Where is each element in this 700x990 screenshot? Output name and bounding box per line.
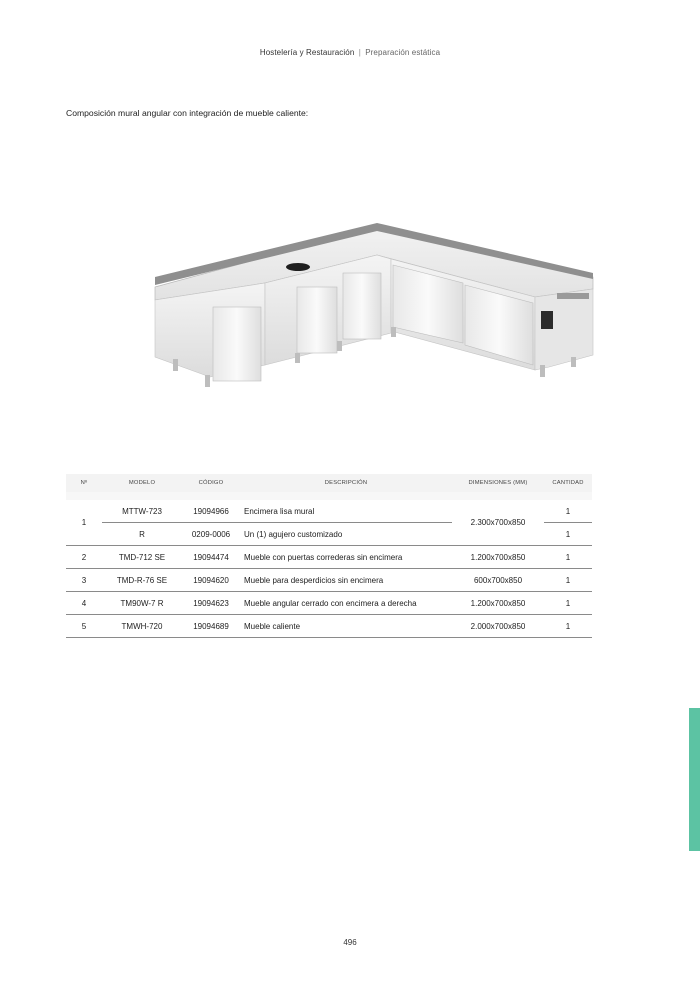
table-header-row — [66, 474, 592, 496]
cell-num: 4 — [66, 592, 102, 615]
table-row — [66, 496, 592, 523]
table-row — [66, 592, 592, 615]
cell-model: TMWH-720 — [102, 615, 182, 638]
spec-table — [66, 474, 592, 638]
corner-door-2 — [343, 273, 381, 339]
cell-qty: 1 — [544, 523, 592, 546]
header-separator: | — [358, 48, 361, 57]
cell-dimensions: 2.300x700x850 — [452, 496, 544, 546]
col-description: DESCRIPCIÓN — [240, 474, 452, 496]
header-section: Hostelería y Restauración — [259, 48, 355, 57]
cell-code: 19094689 — [182, 615, 240, 638]
table-row — [66, 615, 592, 638]
cell-dimensions: 600x700x850 — [452, 569, 544, 592]
cell-qty: 1 — [544, 569, 592, 592]
cell-description: Mueble caliente — [240, 615, 452, 638]
col-num: Nº — [66, 474, 102, 496]
cell-num: 3 — [66, 569, 102, 592]
cell-num: 2 — [66, 546, 102, 569]
intro-text: Composición mural angular con integración de mueble caliente: — [66, 108, 309, 118]
col-quantity: CANTIDAD — [544, 474, 592, 496]
page-header — [0, 48, 700, 57]
left-door-1 — [213, 307, 261, 381]
cell-qty: 1 — [544, 546, 592, 569]
cell-code: 19094623 — [182, 592, 240, 615]
countertop-hole — [286, 263, 310, 271]
col-code: CÓDIGO — [182, 474, 240, 496]
section-tab-marker — [689, 708, 700, 851]
cell-description: Mueble con puertas correderas sin encimera — [240, 546, 452, 569]
cell-qty: 1 — [544, 615, 592, 638]
table-row — [66, 569, 592, 592]
cell-code: 19094474 — [182, 546, 240, 569]
hot-cabinet — [535, 289, 593, 370]
cell-model: TMD-712 SE — [102, 546, 182, 569]
vent-grille — [557, 293, 589, 299]
header-subsection: Preparación estática — [365, 48, 441, 57]
cell-model: R — [102, 523, 182, 546]
cell-num: 1 — [66, 496, 102, 546]
cell-code: 19094620 — [182, 569, 240, 592]
cell-description: Mueble angular cerrado con encimera a derecha — [240, 592, 452, 615]
cell-description: Encimera lisa mural — [240, 496, 452, 523]
cell-model: TMD-R-76 SE — [102, 569, 182, 592]
cell-code: 19094966 — [182, 496, 240, 523]
cell-qty: 1 — [544, 592, 592, 615]
cell-num: 5 — [66, 615, 102, 638]
cell-dimensions: 2.000x700x850 — [452, 615, 544, 638]
corner-door-1 — [297, 287, 337, 353]
cell-description: Un (1) agujero customizado — [240, 523, 452, 546]
col-dimensions: DIMENSIONES (MM) — [452, 474, 544, 496]
cell-model: TM90W-7 R — [102, 592, 182, 615]
cell-dimensions: 1.200x700x850 — [452, 592, 544, 615]
col-model: MODELO — [102, 474, 182, 496]
product-image — [145, 215, 615, 400]
control-panel — [541, 311, 553, 329]
cell-model: MTTW-723 — [102, 496, 182, 523]
cell-qty: 1 — [544, 496, 592, 523]
cell-description: Mueble para desperdicios sin encimera — [240, 569, 452, 592]
cell-code: 0209-0006 — [182, 523, 240, 546]
page-number: 496 — [343, 938, 357, 947]
table-row — [66, 546, 592, 569]
cell-dimensions: 1.200x700x850 — [452, 546, 544, 569]
